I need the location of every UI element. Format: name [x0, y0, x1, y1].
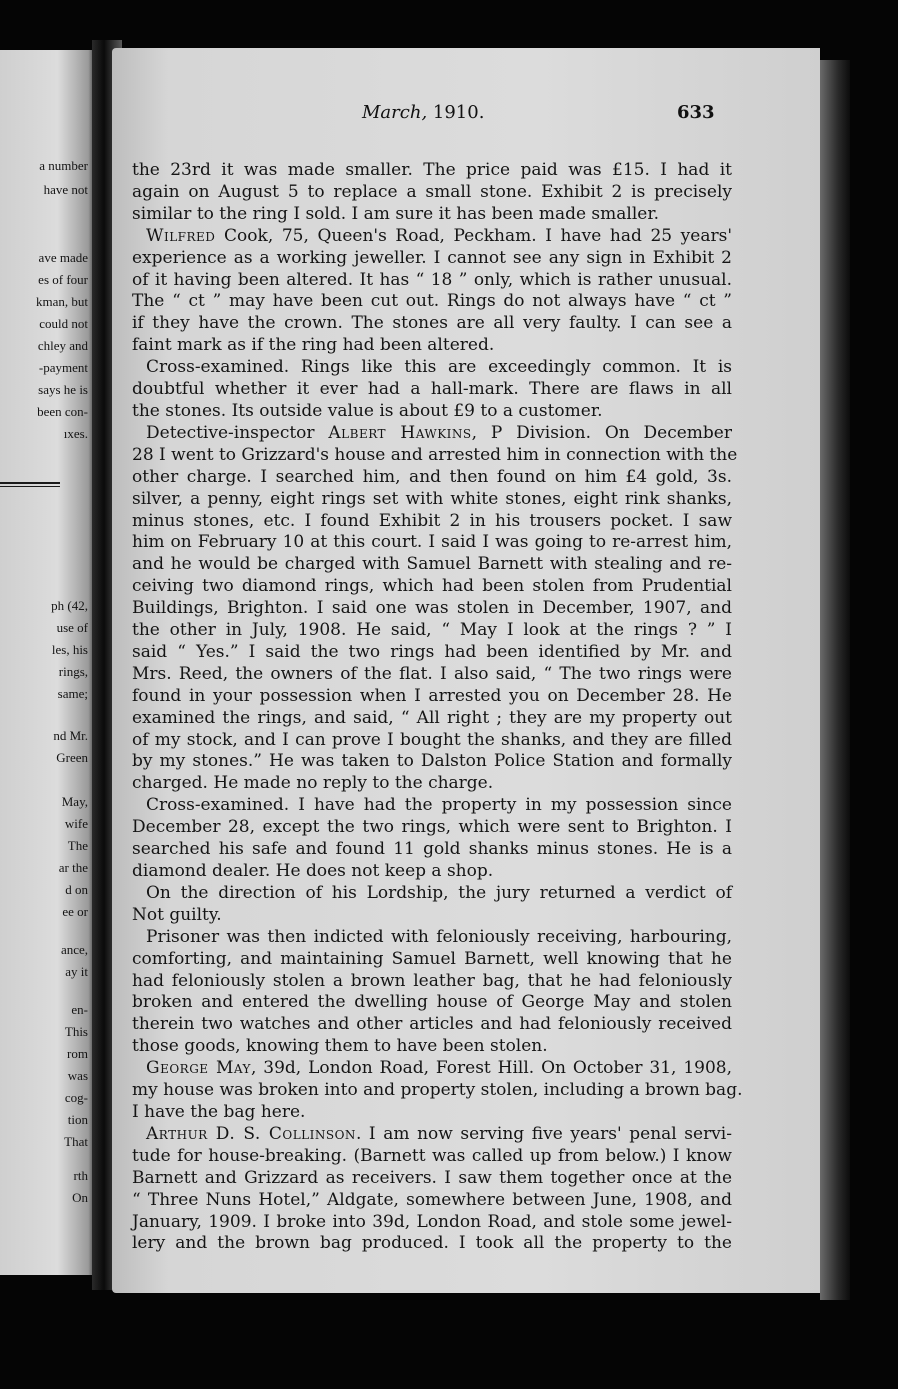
text-line: Barnett and Grizzard as receivers. I saw them together once at the	[132, 1167, 732, 1188]
text-line: of it having been altered. It has “ 18 ” only, which is rather unusual.	[132, 269, 732, 290]
text-line: charged. He made no reply to the charge.	[132, 773, 494, 794]
left-fragment: es of four	[38, 272, 88, 287]
text-line: Not guilty.	[132, 904, 222, 925]
text-line: silver, a penny, eight rings set with white stones, eight rink shanks,	[132, 488, 732, 509]
text-line: examined the rings, and said, “ All right ; they are my property out	[132, 707, 732, 728]
text-line: broken and entered the dwelling house of George May and stolen	[132, 992, 732, 1013]
text-line: I have the bag here.	[132, 1101, 306, 1122]
text-line: lery and the brown bag produced. I took all the property to the	[132, 1233, 732, 1254]
text-line: the stones. Its outside value is about £9 to a customer.	[132, 400, 603, 421]
left-fragment: use of	[56, 620, 88, 635]
witness-name: Albert Hawkins	[328, 422, 472, 443]
text-line: Cross-examined. I have had the property in my possession since	[146, 795, 732, 816]
left-fragment: could not	[39, 316, 88, 331]
text-line: ceiving two diamond rings, which had been stolen from Prudential	[132, 576, 732, 597]
text-line: therein two watches and other articles and had feloniously received	[132, 1014, 732, 1035]
text-line: my house was broken into and property stolen, including a brown bag.	[132, 1080, 743, 1101]
text-line: by my stones.” He was taken to Dalston Police Station and formally	[132, 751, 732, 772]
left-section-rule	[0, 482, 60, 487]
left-fragment: On	[72, 1190, 88, 1205]
left-fragment: d on	[65, 882, 88, 897]
text-line: On the direction of his Lordship, the jury returned a verdict of	[146, 882, 732, 903]
left-fragment: ance,	[60, 942, 88, 957]
text-line: Detective-inspector Albert Hawkins, P Division. On December	[146, 422, 732, 443]
text-line: Buildings, Brighton. I said one was stolen in December, 1907, and	[132, 598, 732, 619]
right-page	[112, 48, 820, 1293]
text-line: Mrs. Reed, the owners of the flat. I also said, “ The two rings were	[132, 663, 732, 684]
left-fragment: ay it	[65, 964, 88, 979]
left-fragment: ave made	[38, 250, 88, 265]
left-fragment: nd Mr.	[53, 728, 88, 743]
text-line: The “ ct ” may have been cut out. Rings do not always have “ ct ”	[132, 291, 732, 312]
left-fragment: -payment	[38, 360, 88, 375]
witness-name: George May	[146, 1058, 251, 1079]
text-line: again on August 5 to replace a small stone. Exhibit 2 is precisely	[132, 181, 732, 202]
left-fragment: Green	[56, 750, 88, 765]
text-line: said “ Yes.” I said the two rings had been identified by Mr. and	[132, 641, 732, 662]
left-fragment: was	[67, 1068, 88, 1083]
left-fragment: a number	[39, 158, 88, 173]
running-head-year: 1910.	[432, 102, 485, 123]
page-stack-edge	[820, 60, 850, 1300]
witness-name: Arthur D. S. Collinson	[146, 1123, 356, 1144]
left-fragment: tion	[67, 1112, 88, 1127]
left-fragment: rom	[67, 1046, 88, 1061]
left-fragment: That	[64, 1134, 88, 1149]
text-line: faint mark as if the ring had been altered.	[132, 335, 495, 356]
text-line: George May, 39d, London Road, Forest Hill. On October 31, 1908,	[146, 1058, 732, 1079]
text-line: found in your possession when I arrested you on December 28. He	[132, 685, 732, 706]
left-fragment: been con-	[37, 404, 88, 419]
left-fragment: les, his	[51, 642, 88, 657]
left-fragment: same;	[57, 686, 88, 701]
left-fragment: wife	[64, 816, 88, 831]
text-line: Wilfred Cook, 75, Queen's Road, Peckham. I have had 25 years'	[146, 225, 733, 246]
text-line: comforting, and maintaining Samuel Barnett, well knowing that he	[132, 948, 732, 969]
left-fragment: ıxes.	[63, 426, 88, 441]
text-line: of my stock, and I can prove I bought the shanks, and they are filled	[132, 729, 732, 750]
left-fragment: ee or	[62, 904, 88, 919]
witness-name: Wilfred	[146, 225, 216, 246]
text-line: those goods, knowing them to have been stolen.	[132, 1036, 548, 1057]
text-line: the other in July, 1908. He said, “ May I look at the rings ? ” I	[132, 620, 732, 641]
left-fragment: May,	[61, 794, 88, 809]
left-page-edge	[0, 50, 96, 1275]
page-number: 633	[677, 102, 715, 123]
text-line: diamond dealer. He does not keep a shop.	[132, 861, 494, 881]
text-line: tude for house-breaking. (Barnett was called up from below.) I know	[132, 1145, 732, 1166]
text-line: Arthur D. S. Collinson. I am now serving five years' penal servi-	[146, 1123, 732, 1144]
left-fragment: kman, but	[36, 294, 88, 309]
text-line: Prisoner was then indicted with feloniously receiving, harbouring,	[146, 926, 732, 947]
running-head	[362, 102, 484, 123]
left-fragment: rings,	[58, 664, 88, 679]
text-line: December 28, except the two rings, which were sent to Brighton. I	[132, 817, 732, 838]
text-line: him on February 10 at this court. I said I was going to re-arrest him,	[132, 532, 732, 553]
running-head-month: March,	[362, 102, 428, 123]
left-fragment: rth	[73, 1168, 88, 1183]
body-text	[132, 160, 743, 1255]
text-line: minus stones, etc. I found Exhibit 2 in his trousers pocket. I saw	[132, 510, 732, 531]
left-fragment: en-	[71, 1002, 88, 1017]
text-line: if they have the crown. The stones are all very faulty. I can see a	[132, 313, 732, 334]
text-line: had feloniously stolen a brown leather bag, that he had feloniously	[132, 970, 732, 991]
left-fragment: The	[67, 838, 88, 853]
left-fragment: This	[64, 1024, 88, 1039]
text-line: “ Three Nuns Hotel,” Aldgate, somewhere between June, 1908, and	[132, 1189, 732, 1210]
text-line: 28 I went to Grizzard's house and arrested him in connection with the	[132, 444, 738, 465]
left-fragment: says he is	[38, 382, 88, 397]
left-fragment: ar the	[58, 860, 88, 875]
left-fragment: ph (42,	[51, 598, 88, 613]
left-fragment: chley and	[37, 338, 88, 353]
text-line: searched his safe and found 11 gold shanks minus stones. He is a	[132, 839, 732, 860]
text-line: experience as a working jeweller. I cannot see any sign in Exhibit 2	[132, 247, 732, 268]
left-fragment: have not	[43, 182, 88, 197]
text-line: other charge. I searched him, and then found on him £4 gold, 3s.	[132, 466, 732, 487]
left-fragment: cog-	[64, 1090, 88, 1105]
text-line: Cross-examined. Rings like this are exceedingly common. It is	[146, 357, 732, 378]
text-line: doubtful whether it ever had a hall-mark. There are flaws in all	[132, 379, 732, 400]
text-line: January, 1909. I broke into 39d, London Road, and stole some jewel-	[132, 1211, 732, 1232]
text-line: similar to the ring I sold. I am sure it has been made smaller.	[132, 203, 659, 224]
text-line: and he would be charged with Samuel Barnett with stealing and re-	[132, 554, 732, 575]
text-line: the 23rd it was made smaller. The price paid was £15. I had it	[132, 160, 732, 180]
